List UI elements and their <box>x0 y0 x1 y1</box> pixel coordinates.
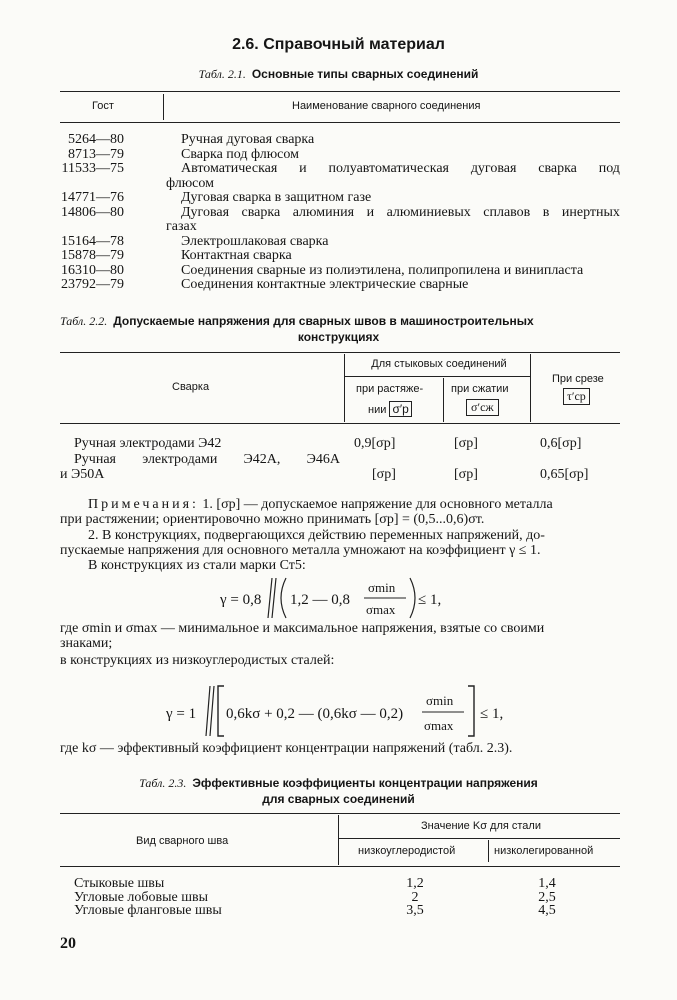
table3-header-low-alloy: низколегированной <box>494 845 594 857</box>
table2-caption <box>60 314 534 329</box>
table2-header-divider-2 <box>443 378 444 422</box>
table3-row-type: Угловые фланговые швы <box>74 903 222 918</box>
formula-2-left-bracket <box>218 686 224 736</box>
table3-row-low-carbon: 3,5 <box>406 903 424 918</box>
table3-row-type: Угловые лобовые швы <box>74 889 209 905</box>
table3-top-rule <box>60 813 620 814</box>
table2-row-1-name: Ручная электродами Э42 <box>74 436 222 451</box>
table3-header-group: Значение Kσ для стали <box>421 820 541 832</box>
notes-label: Примечания: <box>88 497 199 512</box>
table3-row-low-alloy: 1,4 <box>538 876 556 891</box>
table1-row-gost: 14806—80 <box>61 204 124 220</box>
table3-row-low-carbon: 2 <box>411 889 419 905</box>
table1-row-gost: 11533—75 <box>61 161 124 176</box>
table1-row-gost: 15878—79 <box>61 248 124 263</box>
table1-row-name: Автоматическая и полуавтоматическая дуговая сварка под <box>181 161 620 176</box>
formula-1-mid: 1,2 — 0,8 <box>290 592 350 608</box>
table2-header-compress: при сжатии <box>451 383 509 395</box>
table3-row-type: Стыковые швы <box>74 876 165 891</box>
table2-row-2-name-cont: и Э50А <box>60 467 105 482</box>
table2-header-group-rule <box>344 376 530 377</box>
formula-2 <box>160 680 520 742</box>
formula-1-right-paren <box>410 578 415 618</box>
table3-row-low-carbon: 1,2 <box>406 876 424 891</box>
table1-header-rule <box>60 122 620 123</box>
table2-header-svarka: Сварка <box>172 381 210 393</box>
table1-caption-text: Основные типы сварных соединений <box>251 67 479 81</box>
table3-header-type: Вид сварного шва <box>136 835 229 847</box>
table2-header-shear-symbol: τ′ср <box>563 388 590 405</box>
table2-row-1-shear: 0,6[σр] <box>540 436 582 451</box>
table3-caption-number: Табл. 2.3. <box>139 776 187 790</box>
table2-header-tension-symbol: σ′р <box>389 401 411 417</box>
table1-row-gost: 8713—79 <box>68 146 124 162</box>
formula-1-left-paren <box>281 578 286 618</box>
table2-header-compress-symbol: σ′сж <box>466 399 499 416</box>
notes-line-1: Примечания: 1. [σр] — допускаемое напряжение для основного металла <box>88 497 553 512</box>
formula-2-slash <box>206 686 214 736</box>
table3-header-rule <box>60 866 620 867</box>
table1-row-gost: 23792—79 <box>61 277 124 292</box>
table1-row-gost: 5264—80 <box>68 132 124 147</box>
notes-line-8: в конструкциях из низкоуглеродистых сталей: <box>60 653 335 668</box>
table3-row-low-alloy: 4,5 <box>538 903 556 918</box>
table1-row-name: Соединения контактные электрические сварные <box>181 277 469 292</box>
table1-header-name: Наименование сварного соединения <box>292 100 481 112</box>
table3-caption-line2: для сварных соединений <box>262 792 415 806</box>
table1-row-name: Дуговая сварка алюминия и алюминиевых сплавов в инертных <box>181 204 620 220</box>
table2-row-1-compress: [σр] <box>454 436 478 451</box>
formula-2-rhs: ≤ 1, <box>480 706 504 722</box>
table3-header-low-carbon: низкоуглеродистой <box>358 845 456 857</box>
table1-row-gost: 15164—78 <box>61 233 124 249</box>
table1-header-divider <box>163 94 164 120</box>
notes-line-5: В конструкциях из стали марки Ст5: <box>88 558 306 573</box>
table2-header-tension: при растяже- <box>356 383 424 395</box>
table2-caption-line2: конструкциях <box>297 330 380 344</box>
notes-line-3: 2. В конструкциях, подвергающихся действию переменных напряжений, до- <box>88 528 545 543</box>
notes-line-9: где kσ — эффективный коэффициент концентрации напряжений (табл. 2.3). <box>60 741 513 756</box>
formula-2-denominator: σmax <box>424 718 454 733</box>
table2-caption-text: Допускаемые напряжения для сварных швов в машиностроительных <box>113 314 534 328</box>
formula-1 <box>200 572 490 624</box>
formula-1-rhs: ≤ 1, <box>418 592 442 608</box>
table2-top-rule <box>60 352 620 353</box>
table3-row-low-alloy: 2,5 <box>538 889 556 905</box>
formula-1-lhs: γ = 0,8 <box>220 592 262 608</box>
table2-row-2-tension: [σр] <box>372 467 396 482</box>
table1-row-name: Соединения сварные из полиэтилена, полипропилена и винипласта <box>181 262 584 278</box>
table3-header-divider-1 <box>338 815 339 865</box>
page-title: 2.6. Справочный материал <box>232 36 445 53</box>
table1-header-gost: Гост <box>92 100 114 112</box>
notes-line-4: пускаемые напряжения для основного металла умножают на коэффициент γ ≤ 1. <box>60 543 541 558</box>
table1-caption <box>0 67 677 82</box>
table3-header-group-rule <box>338 838 620 839</box>
notes-line-2: при растяжении; ориентировочно можно принимать [σр] = (0,5...0,6)σт. <box>60 512 485 527</box>
table2-header-divider-3 <box>530 354 531 422</box>
table1-top-rule <box>60 91 620 92</box>
formula-1-denominator: σmax <box>366 602 396 617</box>
formula-2-lhs: γ = 1 <box>166 706 197 722</box>
table3-header-divider-2 <box>488 840 489 862</box>
table2-header-shear: При срезе <box>552 373 604 385</box>
notes-line-7: знаками; <box>60 636 113 651</box>
table2-header-group: Для стыковых соединений <box>371 358 507 370</box>
table3-caption-text: Эффективные коэффициенты концентрации напряжения <box>192 776 538 790</box>
table2-caption-number: Табл. 2.2. <box>60 314 108 328</box>
formula-1-numerator: σmin <box>368 580 396 595</box>
page-number: 20 <box>60 935 76 952</box>
table2-header-divider-1 <box>344 354 345 422</box>
table1-row-name: Дуговая сварка в защитном газе <box>181 190 372 205</box>
table1-row-gost: 16310—80 <box>61 262 124 278</box>
formula-2-mid: 0,6kσ + 0,2 — (0,6kσ — 0,2) <box>226 706 404 722</box>
table2-row-2-name: Ручная электродами Э42А, Э46А <box>74 452 340 467</box>
table2-row-1-tension: 0,9[σр] <box>354 436 396 451</box>
table2-header-tension-2: нии σ′р <box>368 401 412 417</box>
table1-row-gost: 14771—76 <box>61 190 124 205</box>
table1-caption-number: Табл. 2.1. <box>198 67 246 81</box>
table1-row-name-cont: флюсом <box>166 175 214 191</box>
table1-row-name: Сварка под флюсом <box>181 146 299 162</box>
table1-row-name: Контактная сварка <box>181 248 292 263</box>
table1-row-name: Ручная дуговая сварка <box>181 132 315 147</box>
table2-header-rule <box>60 423 620 424</box>
notes-line-6: где σmin и σmax — минимальное и максимальное напряжения, взятые со своими <box>60 621 545 636</box>
formula-1-slash <box>268 578 276 618</box>
table3-caption <box>0 776 677 791</box>
formula-2-right-bracket <box>468 686 474 736</box>
table2-row-2-shear: 0,65[σр] <box>540 467 589 482</box>
formula-2-numerator: σmin <box>426 693 454 708</box>
table2-row-2-compress: [σр] <box>454 467 478 482</box>
table1-row-name-cont: газах <box>166 219 197 234</box>
table1-row-name: Электрошлаковая сварка <box>181 233 329 249</box>
